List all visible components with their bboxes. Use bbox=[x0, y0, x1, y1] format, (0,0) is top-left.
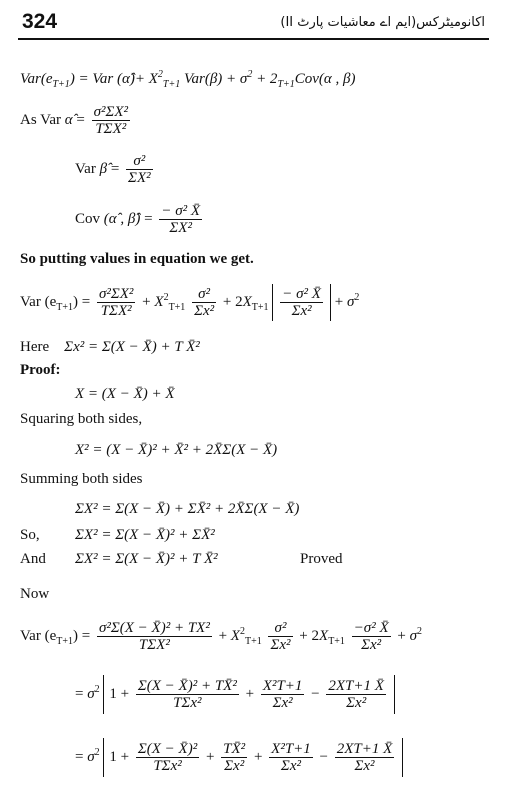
here-line: Here Σx² = Σ(X − X̄) + T X̄² bbox=[20, 339, 200, 355]
result-line-1: = $\sigma^2$ 1 + $\frac{\text{Σ(X − X̄)² + TX̄²}}{\text{TΣx²}}$ + $\frac{\text{X²T+1}}{\text{Σx²}}$ − $\frac{2XT+1 X̄}{\text{Σx²}}$ bbox=[75, 675, 395, 714]
final-fraction-1: $\frac{\text{σ²Σ(X − X̄)² + TX²}}{\text{TΣX²}}$ bbox=[98, 620, 210, 653]
final-fraction-3: $\frac{\text{−σ² X̄}}{\text{Σx²}}$ bbox=[353, 620, 389, 653]
var-alpha-line: As Var α̂ = $\frac{\text{σ²ΣX²}}{\text{TΣX²}}$ bbox=[20, 104, 129, 137]
x-identity: X = (X − X̄) + X̄ bbox=[75, 386, 175, 402]
term-fraction-1: $\frac{\text{σ²ΣX²}}{\text{TΣX²}}$ bbox=[98, 286, 134, 319]
book-title: اکانومیٹرکس(ایم اے معاشیات پارٹ II) bbox=[280, 15, 485, 30]
result-fraction-2d: $\frac{2XT+1 X̄}{\text{Σx²}}$ bbox=[336, 741, 393, 774]
proved-label: Proved bbox=[300, 551, 343, 567]
squared-equation: X² = (X − X̄)² + X̄² + 2X̄Σ(X − X̄) bbox=[75, 442, 278, 458]
cov-fraction: $\frac{\text{− σ² X̄}}{\text{ΣX²}}$ bbox=[161, 203, 201, 236]
substituted-variance: Var $(e_{T+1})$ = $\frac{\text{σ²ΣX²}}{\text{TΣX²}}$ + $X^2_{T+1}$ $\frac{\text{σ²}}{\text{Σx²}}$ + $2X_{T+1}$ $\frac{\text{− σ² X̄}}{\text{Σx²}}$ + $\sigma^2$ bbox=[20, 286, 360, 319]
var-beta-line: Var β̂ = $\frac{\text{σ²}}{\text{ΣX²}}$ bbox=[75, 153, 151, 186]
final-variance: Var $(e_{T+1})$ = $\frac{\text{σ²Σ(X − X̄)² + TX²}}{\text{TΣX²}}$ + $X^2_{T+1}$ $\frac{\text{σ²}}{\text{Σx²}}$ + $2X_{T+1}$ $\frac{\text{−σ² X̄}}{\text{Σx²}}$ + $\sigma^2$ bbox=[20, 620, 422, 653]
result-fraction-1c: $\frac{2XT+1 X̄}{\text{Σx²}}$ bbox=[328, 678, 384, 711]
result-fraction-1b: $\frac{\text{X²T+1}}{\text{Σx²}}$ bbox=[262, 678, 303, 711]
result-bracket-2: 1 + $\frac{\text{Σ(X − X̄)²}}{\text{TΣx²}}$ + $\frac{\text{TX̄²}}{\text{Σx²}}$ + $\frac{\text{X²T+1}}{\text{Σx²}}$ − $\frac{2XT+1 X̄}{\text{Σx²}}$ bbox=[103, 738, 403, 777]
summed-equation: ΣX² = Σ(X − X̄) + ΣX̄² + 2X̄Σ(X − X̄) bbox=[75, 501, 300, 517]
term-fraction-2: $\frac{\text{σ²}}{\text{Σx²}}$ bbox=[194, 286, 215, 319]
page-number: 324 bbox=[22, 10, 58, 33]
result-line-2: = $\sigma^2$ 1 + $\frac{\text{Σ(X − X̄)²}}{\text{TΣx²}}$ + $\frac{\text{TX̄²}}{\text{Σx²}}$ + $\frac{\text{X²T+1}}{\text{Σx²}}$ − $\frac{2XT+1 X̄}{\text{Σx²}}$ bbox=[75, 738, 403, 777]
so-line: So, ΣX² = Σ(X − X̄)² + ΣX̄² bbox=[20, 527, 215, 543]
summing-text: Summing both sides bbox=[20, 471, 143, 487]
term-fraction-3: $\frac{\text{− σ² X̄}}{\text{Σx²}}$ bbox=[282, 286, 321, 319]
var-beta-fraction: $\frac{\text{σ²}}{\text{ΣX²}}$ bbox=[128, 153, 151, 186]
bracket-term bbox=[272, 284, 331, 321]
result-fraction-1a: $\frac{\text{Σ(X − X̄)² + TX̄²}}{\text{TΣx²}}$ bbox=[137, 678, 237, 711]
proof-heading: Proof: bbox=[20, 362, 61, 378]
final-fraction-2: $\frac{\text{σ²}}{\text{Σx²}}$ bbox=[270, 620, 291, 653]
result-bracket-1: 1 + $\frac{\text{Σ(X − X̄)² + TX̄²}}{\text{TΣx²}}$ + $\frac{\text{X²T+1}}{\text{Σx²}}$ − $\frac{2XT+1 X̄}{\text{Σx²}}$ bbox=[103, 675, 395, 714]
putting-values-heading: So putting values in equation we get. bbox=[20, 251, 254, 267]
result-fraction-2a: $\frac{\text{Σ(X − X̄)²}}{\text{TΣx²}}$ bbox=[137, 741, 198, 774]
result-fraction-2c: $\frac{\text{X²T+1}}{\text{Σx²}}$ bbox=[271, 741, 311, 774]
var-alpha-fraction: $\frac{\text{σ²ΣX²}}{\text{TΣX²}}$ bbox=[93, 104, 129, 137]
squaring-text: Squaring both sides, bbox=[20, 411, 143, 427]
header-rule bbox=[18, 38, 489, 40]
variance-equation: $Var(e_{T+1})$ = Var (α̂)+ $X^2_{T+1}$ $Var(\beta) + \sigma^2 + 2_{T+1}Cov(\alpha$ , β) bbox=[20, 69, 356, 90]
now-label: Now bbox=[20, 586, 50, 602]
result-fraction-2b: $\frac{\text{TX̄²}}{\text{Σx²}}$ bbox=[223, 741, 246, 774]
and-line: And ΣX² = Σ(X − X̄)² + T X̄² Proved bbox=[20, 551, 343, 567]
cov-line: Cov (α̂ , β̂) = $\frac{\text{− σ² X̄}}{\text{ΣX²}}$ bbox=[75, 203, 201, 236]
